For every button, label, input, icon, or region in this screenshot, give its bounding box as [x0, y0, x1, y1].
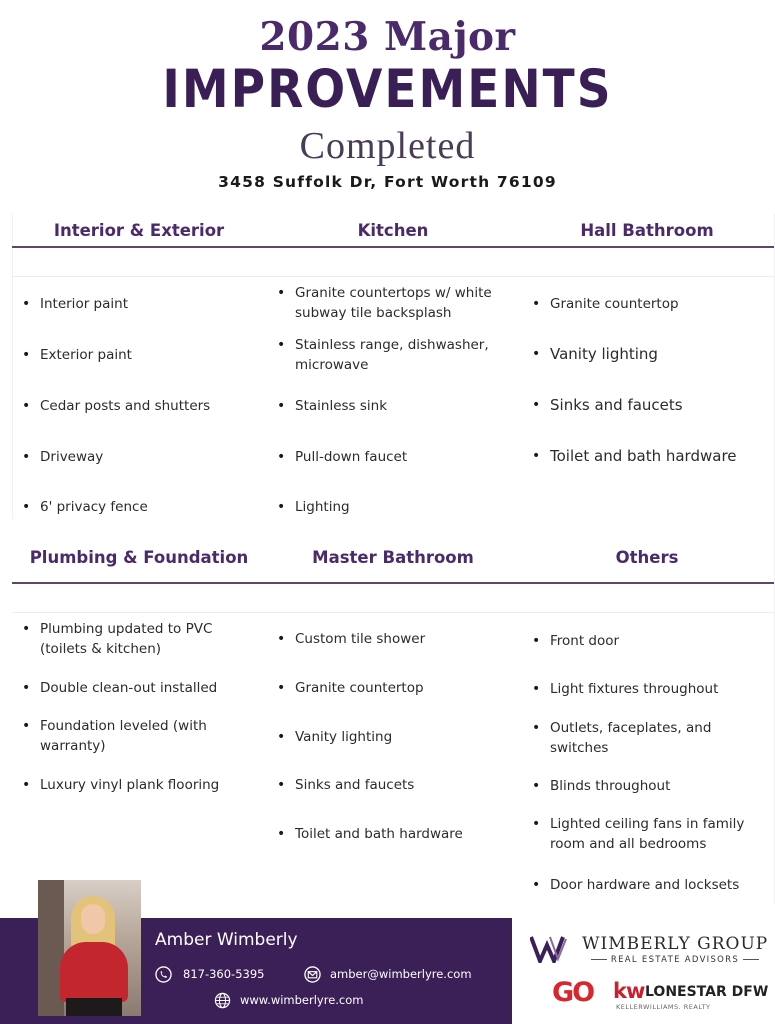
list-item: • 6' privacy fence [22, 497, 254, 517]
phone-icon [155, 966, 172, 983]
list-item: • Cedar posts and shutters [22, 396, 254, 416]
list-item: • Sinks and faucets [532, 395, 764, 415]
list-item: • Toilet and bath hardware [277, 824, 509, 844]
agent-photo [38, 880, 141, 1016]
agent-email[interactable]: amber@wimberlyre.com [330, 967, 472, 981]
title-improvements: IMPROVEMENTS [162, 58, 613, 121]
list-item: • Interior paint [22, 294, 254, 314]
brokerage-name: KELLERWILLIAMS. REALTY [616, 1003, 711, 1011]
heading-plumbing-foundation: Plumbing & Foundation [29, 548, 249, 567]
list-item: • Plumbing updated to PVC (toilets & kitchen) [22, 619, 254, 659]
table-divider [12, 612, 774, 613]
column-divider [12, 214, 13, 519]
list-item: • Foundation leveled (with warranty) [22, 716, 254, 756]
brand-tagline: REAL ESTATE ADVISORS [582, 955, 768, 965]
list-item: • Custom tile shower [277, 629, 509, 649]
list-item: • Vanity lighting [277, 727, 509, 747]
list-item: • Lighted ceiling fans in family room and all bedrooms [532, 814, 764, 854]
go-logo: GO [552, 977, 594, 1008]
list-item: • Granite countertops w/ white subway tile backsplash [277, 283, 509, 323]
globe-icon [214, 992, 231, 1009]
brand-group-name: WIMBERLY GROUP [582, 934, 769, 954]
heading-others: Others [615, 548, 679, 567]
email-icon [304, 966, 321, 983]
list-item: • Stainless range, dishwasher, microwave [277, 335, 509, 375]
agent-name: Amber Wimberly [155, 930, 298, 950]
heading-kitchen: Kitchen [357, 221, 429, 240]
heading-master-bathroom: Master Bathroom [312, 548, 474, 567]
list-item: • Granite countertop [277, 678, 509, 698]
section-rule [12, 246, 774, 248]
table-divider [12, 276, 774, 277]
list-item: • Light fixtures throughout [532, 679, 764, 699]
kw-logo: kw [613, 979, 645, 1003]
list-item: • Luxury vinyl plank flooring [22, 775, 254, 795]
list-item: • Toilet and bath hardware [532, 446, 764, 466]
heading-hall-bathroom: Hall Bathroom [580, 221, 714, 240]
list-item: • Pull-down faucet [277, 447, 509, 467]
title-year-major: 2023 Major [259, 14, 516, 60]
agent-phone[interactable]: 817-360-5395 [183, 967, 265, 981]
section-rule [12, 582, 774, 584]
wimberly-w-logo-icon [530, 935, 576, 963]
list-item: • Vanity lighting [532, 344, 764, 364]
list-item: • Double clean-out installed [22, 678, 254, 698]
agent-website[interactable]: www.wimberlyre.com [240, 993, 364, 1007]
property-address: 3458 Suffolk Dr, Fort Worth 76109 [218, 173, 557, 191]
heading-interior-exterior: Interior & Exterior [53, 221, 225, 240]
list-item: • Driveway [22, 447, 254, 467]
list-item: • Lighting [277, 497, 509, 517]
list-item: • Front door [532, 631, 764, 651]
office-name: LONESTAR DFW [645, 984, 769, 1000]
list-item: • Sinks and faucets [277, 775, 509, 795]
list-item: • Exterior paint [22, 345, 254, 365]
list-item: • Stainless sink [277, 396, 509, 416]
list-item: • Door hardware and locksets [532, 875, 764, 895]
title-completed: Completed [299, 125, 476, 167]
list-item: • Outlets, faceplates, and switches [532, 718, 764, 758]
list-item: • Granite countertop [532, 294, 764, 314]
list-item: • Blinds throughout [532, 776, 764, 796]
